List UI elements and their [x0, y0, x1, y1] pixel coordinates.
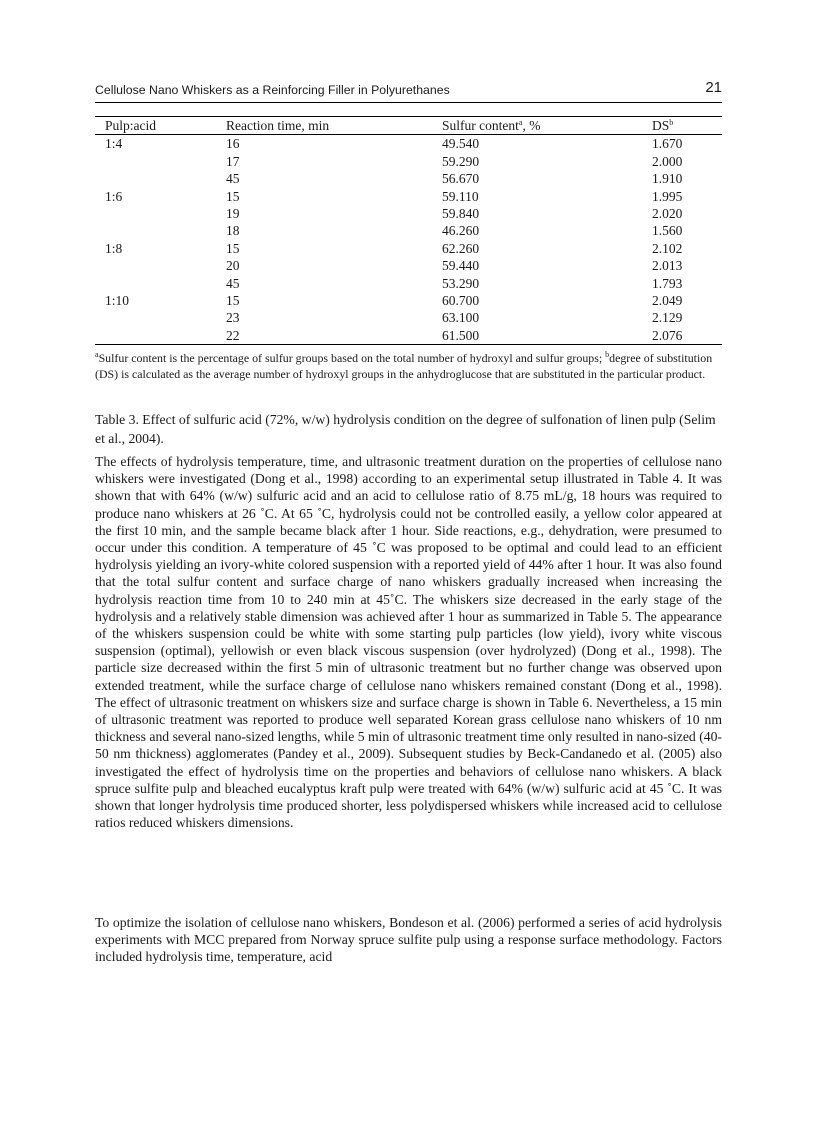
cell-pulp-acid — [95, 327, 226, 345]
cell-reaction-time: 45 — [226, 275, 240, 291]
table-row — [95, 205, 722, 222]
col-header-pulp-acid: Pulp:acid — [95, 117, 226, 135]
cell-reaction-time: 45 — [226, 171, 240, 187]
cell-pulp-acid: 1:6 — [105, 188, 123, 204]
running-title: Cellulose Nano Whiskers as a Reinforcing Filler in Polyurethanes — [95, 83, 450, 97]
cell-ds: 1.560 — [652, 223, 683, 239]
cell-reaction-time: 23 — [226, 310, 240, 326]
cell-reaction-time: 15 — [226, 240, 240, 256]
footnote-mark-b: b — [605, 350, 610, 359]
cell-reaction-time: 20 — [226, 258, 240, 274]
table-body — [95, 135, 722, 345]
cell-reaction-time: 22 — [226, 327, 442, 345]
sulfur-footnote-mark: a — [518, 118, 523, 127]
table-row — [95, 222, 722, 239]
cell-sulfur-content: 59.840 — [442, 206, 480, 222]
cell-ds: 2.049 — [652, 293, 683, 309]
cell-sulfur-content: 59.110 — [442, 188, 479, 204]
cell-sulfur-content: 59.440 — [442, 258, 480, 274]
cell-pulp-acid: 1:4 — [105, 136, 123, 152]
body-paragraph-2: To optimize the isolation of cellulose nano whiskers, Bondeson et al. (2006) performed a series of acid hydrolysis experiments with MCC prepared from Norway spruce sulfite pulp using a response surface methodology. Factors included hydrolysis time, temperature, acid — [95, 915, 722, 965]
ds-footnote-mark: b — [669, 118, 674, 127]
cell-pulp-acid — [95, 205, 226, 222]
footnote-text-b: degree of substitution (DS) is calculated as the average number of hydroxyl groups in the anhydroglucose that are substituted in the particular product. — [95, 351, 713, 381]
cell-sulfur-content: 62.260 — [442, 240, 480, 256]
table-row — [95, 153, 722, 170]
cell-reaction-time: 19 — [226, 206, 240, 222]
cell-pulp-acid — [95, 257, 226, 274]
cell-sulfur-content: 63.100 — [442, 310, 480, 326]
cell-sulfur-content: 59.290 — [442, 153, 480, 169]
table-caption: Table 3. Effect of sulfuric acid (72%, w/w) hydrolysis condition on the degree of sulfonation of linen pulp (Selim et al., 2004). — [95, 412, 716, 446]
cell-pulp-acid: 1:10 — [105, 293, 130, 309]
cell-ds: 1.995 — [652, 188, 683, 204]
sulfur-content-unit: , % — [522, 118, 541, 133]
ds-label: DS — [652, 118, 670, 133]
cell-pulp-acid: 1:8 — [105, 240, 123, 256]
table-row — [95, 257, 722, 274]
table-row — [95, 240, 722, 257]
cell-ds: 2.000 — [652, 153, 683, 169]
table-row — [95, 275, 722, 292]
cell-sulfur-content: 46.260 — [442, 223, 480, 239]
footnote-text-a: Sulfur content is the percentage of sulfur groups based on the total number of hydroxyl and sulfur groups; — [98, 351, 606, 365]
body-paragraph-1: The effects of hydrolysis temperature, time, and ultrasonic treatment duration on the properties of cellulose nano whiskers were investigated (Dong et al., 1998) according to an experimental setup illustrated in Table 4. It was shown that with 64% (w/w) sulfuric acid and an acid to cellulose ratio of 8.75 mL/g, 18 hours was required to produce nano whiskers at 26 ˚C. At 65 ˚C, hydrolysis could not be controlled easily, a yellow color appeared at the first 10 min, and the sample became black after 1 hour. Side reactions, e.g., dehydration, were presumed to occur under this condition. A temperature of 45 ˚C was proposed to be optimal and could lead to an efficient hydrolysis yielding an ivory-white colored suspension with a reported yield of 44% after 1 hour. It was also found that the total sulfur content and surface charge of nano whiskers gradually increased when increasing the hydrolysis reaction time from 10 to 240 min at 45˚C. The whiskers size decreased in the early stage of the hydrolysis and a relatively stable dimension was achieved after 1 hour as summarized in Table 5. The appearance of the whiskers suspension could be white with some starting pulp particles (low yield), ivory white viscous suspension (optimal), yellowish or even black viscous suspension (over hydrolyzed) (Dong et al., 1998). The particle size decreased within the first 5 min of ultrasonic treatment but no further change was observed upon extended treatment, while the surface charge of cellulose nano whiskers remained constant (Dong et al., 1998). The effect of ultrasonic treatment on whiskers size and surface charge is shown in Table 6. Nevertheless, a 15 min of ultrasonic treatment was reported to produce well separated Korean grass cellulose nano whiskers of 10 nm thickness and several nano-sized lengths, while 5 min of ultrasonic treatment time only resulted in nano-sized (40-50 nm thickness) agglomerates (Pandey et al., 2009). Subsequent studies by Beck-Candanedo et al. (2005) also investigated the effect of hydrolysis time on the properties and behaviors of cellulose nano whiskers. A black spruce sulfite pulp and bleached eucalyptus kraft pulp were treated with 64% (w/w) sulfuric acid at 45 ˚C. It was shown that longer hydrolysis time produced shorter, less polydispersed whiskers while increased acid to cellulose ratios reduced whiskers dimensions. — [95, 454, 722, 831]
table-row — [95, 170, 722, 187]
cell-ds: 1.793 — [652, 275, 683, 291]
cell-reaction-time: 17 — [226, 153, 240, 169]
table-row — [95, 188, 722, 205]
table-row — [95, 135, 722, 153]
col-header-sulfur-content — [442, 117, 652, 135]
col-header-reaction-time: Reaction time, min — [226, 117, 442, 135]
table-footnote — [95, 350, 722, 382]
table-row — [95, 327, 722, 345]
cell-sulfur-content: 61.500 — [442, 327, 652, 345]
cell-ds: 2.020 — [652, 206, 683, 222]
footnote-mark-a: a — [95, 350, 99, 359]
cell-ds: 2.129 — [652, 310, 683, 326]
cell-pulp-acid — [95, 170, 226, 187]
cell-sulfur-content: 56.670 — [442, 171, 480, 187]
table-header-row — [95, 117, 722, 135]
col-header-ds — [652, 117, 722, 135]
cell-reaction-time: 15 — [226, 293, 240, 309]
cell-reaction-time: 15 — [226, 188, 240, 204]
cell-ds: 2.013 — [652, 258, 683, 274]
table-row — [95, 309, 722, 326]
cell-ds: 1.670 — [652, 136, 683, 152]
cell-pulp-acid — [95, 309, 226, 326]
cell-ds: 2.076 — [652, 327, 722, 345]
cell-pulp-acid — [95, 275, 226, 292]
cell-pulp-acid — [95, 153, 226, 170]
cell-sulfur-content: 60.700 — [442, 293, 480, 309]
page-header — [95, 80, 722, 103]
sulfur-content-label: Sulfur content — [442, 118, 519, 133]
sulfonation-table — [95, 116, 722, 345]
cell-reaction-time: 18 — [226, 223, 240, 239]
table-row — [95, 292, 722, 309]
cell-ds: 2.102 — [652, 240, 683, 256]
cell-pulp-acid — [95, 222, 226, 239]
cell-sulfur-content: 53.290 — [442, 275, 480, 291]
cell-ds: 1.910 — [652, 171, 683, 187]
cell-reaction-time: 16 — [226, 136, 240, 152]
page-number: 21 — [705, 79, 722, 96]
cell-sulfur-content: 49.540 — [442, 136, 480, 152]
